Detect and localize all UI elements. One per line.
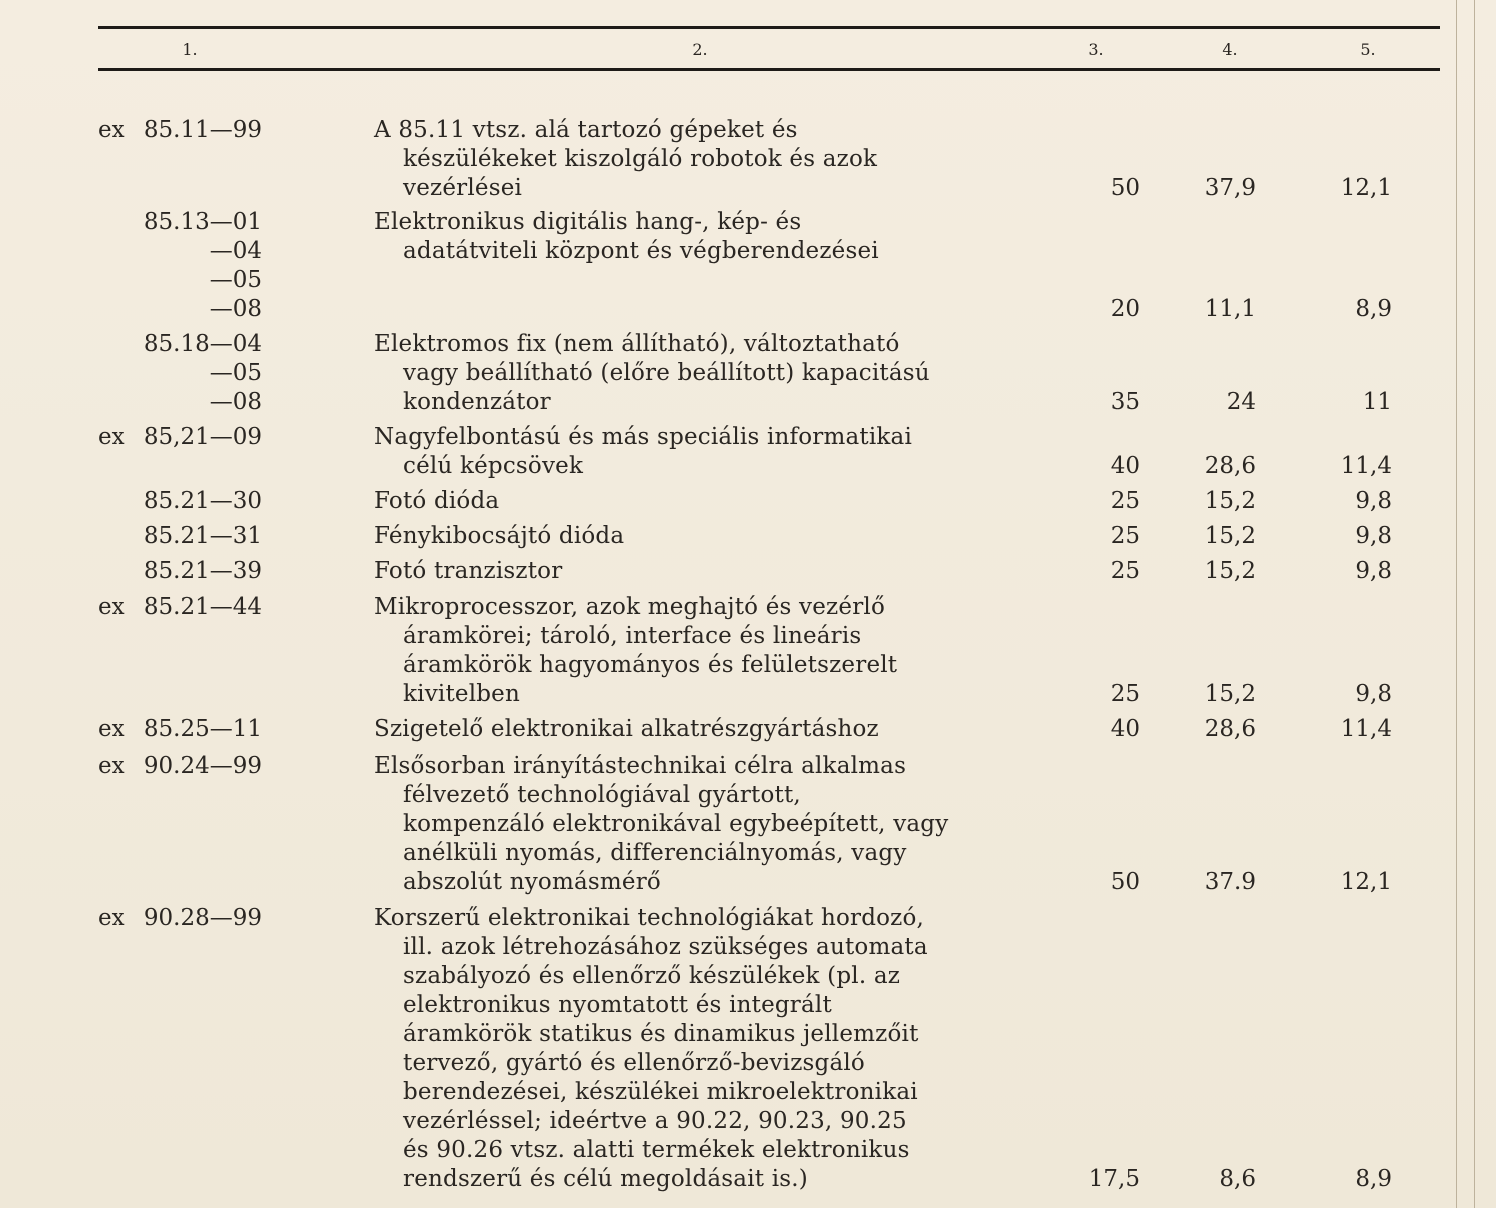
- description-line: kivitelben: [403, 681, 520, 707]
- description-line: áramkörök hagyományos és felületszerelt: [403, 652, 898, 678]
- tariff-code: 85.11—99: [143, 117, 262, 143]
- tariff-code: 85.21—30: [143, 488, 262, 514]
- value-col-3: 20: [1110, 296, 1140, 322]
- value-col-5: 9,8: [1355, 558, 1392, 584]
- value-col-4: 15,2: [1204, 523, 1256, 549]
- value-col-3: 25: [1110, 558, 1140, 584]
- value-col-5: 11,4: [1340, 453, 1392, 479]
- value-col-4: 24: [1226, 389, 1256, 415]
- value-col-3: 40: [1110, 716, 1140, 742]
- column-header-3: 3.: [1088, 40, 1104, 59]
- value-col-5: 9,8: [1355, 488, 1392, 514]
- value-col-3: 25: [1110, 523, 1140, 549]
- value-col-4: 28,6: [1204, 453, 1256, 479]
- tariff-code: 90.28—99: [143, 905, 262, 931]
- page-edge-line: [1456, 0, 1457, 1208]
- value-col-5: 11,4: [1340, 716, 1392, 742]
- tariff-code: 85.13—01: [143, 209, 262, 235]
- description-line: vezérlései: [403, 175, 523, 201]
- tariff-code: 85.21—44: [143, 594, 262, 620]
- value-col-5: 12,1: [1340, 175, 1392, 201]
- tariff-code: —04: [209, 238, 262, 264]
- description-line: Korszerű elektronikai technológiákat hordozó,: [374, 905, 925, 931]
- description-line: áramkörei; tároló, interface és lineáris: [403, 623, 862, 649]
- tariff-code: —05: [209, 360, 262, 386]
- value-col-4: 11,1: [1204, 296, 1256, 322]
- tariff-code: 85.21—39: [143, 558, 262, 584]
- description-line: Szigetelő elektronikai alkatrészgyártáshoz: [374, 716, 879, 742]
- value-col-3: 17,5: [1088, 1166, 1140, 1192]
- value-col-3: 50: [1110, 869, 1140, 895]
- description-line: szabályozó és ellenőrző készülékek (pl. az: [403, 963, 901, 989]
- table-top-rule: [98, 26, 1440, 29]
- value-col-3: 25: [1110, 681, 1140, 707]
- value-col-4: 8,6: [1219, 1166, 1256, 1192]
- ex-prefix: ex: [98, 424, 125, 450]
- value-col-5: 8,9: [1355, 1166, 1392, 1192]
- value-col-4: 15,2: [1204, 488, 1256, 514]
- value-col-5: 9,8: [1355, 523, 1392, 549]
- value-col-4: 15,2: [1204, 558, 1256, 584]
- description-line: elektronikus nyomtatott és integrált: [403, 992, 832, 1018]
- value-col-3: 40: [1110, 453, 1140, 479]
- column-header-5: 5.: [1360, 40, 1376, 59]
- value-col-5: 12,1: [1340, 869, 1392, 895]
- description-line: anélküli nyomás, differenciálnyomás, vagy: [403, 840, 907, 866]
- description-line: kompenzáló elektronikával egybeépített, vagy: [403, 811, 949, 837]
- description-line: Mikroprocesszor, azok meghajtó és vezérlő: [374, 594, 885, 620]
- description-line: félvezető technológiával gyártott,: [403, 782, 801, 808]
- value-col-4: 37,9: [1204, 175, 1256, 201]
- table-header-rule: [98, 68, 1440, 71]
- tariff-code: 85.25—11: [143, 716, 262, 742]
- tariff-code: —05: [209, 267, 262, 293]
- value-col-4: 37.9: [1204, 869, 1256, 895]
- description-line: adatátviteli központ és végberendezései: [403, 238, 879, 264]
- description-line: kondenzátor: [403, 389, 551, 415]
- description-line: Fotó tranzisztor: [374, 558, 563, 584]
- description-line: abszolút nyomásmérő: [403, 869, 661, 895]
- value-col-3: 25: [1110, 488, 1140, 514]
- description-line: vagy beállítható (előre beállított) kapacitású: [403, 360, 930, 386]
- ex-prefix: ex: [98, 905, 125, 931]
- description-line: Elsősorban irányítástechnikai célra alkalmas: [374, 753, 907, 779]
- tariff-code: 85,21—09: [143, 424, 262, 450]
- ex-prefix: ex: [98, 117, 125, 143]
- column-header-1: 1.: [182, 40, 198, 59]
- description-line: áramkörök statikus és dinamikus jellemzőit: [403, 1021, 919, 1047]
- ex-prefix: ex: [98, 594, 125, 620]
- value-col-3: 35: [1110, 389, 1140, 415]
- description-line: ill. azok létrehozásához szükséges automata: [403, 934, 928, 960]
- description-line: Elektromos fix (nem állítható), változtatható: [374, 331, 900, 357]
- description-line: tervező, gyártó és ellenőrző-bevizsgáló: [403, 1050, 865, 1076]
- value-col-5: 11: [1362, 389, 1392, 415]
- description-line: készülékeket kiszolgáló robotok és azok: [403, 146, 878, 172]
- tariff-code: —08: [209, 296, 262, 322]
- column-header-4: 4.: [1222, 40, 1238, 59]
- tariff-code: 85.21—31: [143, 523, 262, 549]
- value-col-5: 8,9: [1355, 296, 1392, 322]
- value-col-5: 9,8: [1355, 681, 1392, 707]
- value-col-4: 28,6: [1204, 716, 1256, 742]
- tariff-code: —08: [209, 389, 262, 415]
- description-line: célú képcsövek: [403, 453, 584, 479]
- ex-prefix: ex: [98, 716, 125, 742]
- value-col-4: 15,2: [1204, 681, 1256, 707]
- description-line: vezérléssel; ideértve a 90.22, 90.23, 90.25: [403, 1108, 907, 1134]
- description-line: berendezései, készülékei mikroelektronikai: [403, 1079, 918, 1105]
- ex-prefix: ex: [98, 753, 125, 779]
- description-line: rendszerű és célú megoldásait is.): [403, 1166, 808, 1192]
- tariff-code: 90.24—99: [143, 753, 262, 779]
- description-line: Nagyfelbontású és más speciális informatikai: [374, 424, 913, 450]
- description-line: Fénykibocsájtó dióda: [374, 523, 625, 549]
- description-line: Fotó dióda: [374, 488, 500, 514]
- tariff-code: 85.18—04: [143, 331, 262, 357]
- description-line: Elektronikus digitális hang-, kép- és: [374, 209, 802, 235]
- description-line: és 90.26 vtsz. alatti termékek elektronikus: [403, 1137, 910, 1163]
- description-line: A 85.11 vtsz. alá tartozó gépeket és: [374, 117, 798, 143]
- page-edge-line: [1474, 0, 1475, 1208]
- value-col-3: 50: [1110, 175, 1140, 201]
- column-header-2: 2.: [692, 40, 708, 59]
